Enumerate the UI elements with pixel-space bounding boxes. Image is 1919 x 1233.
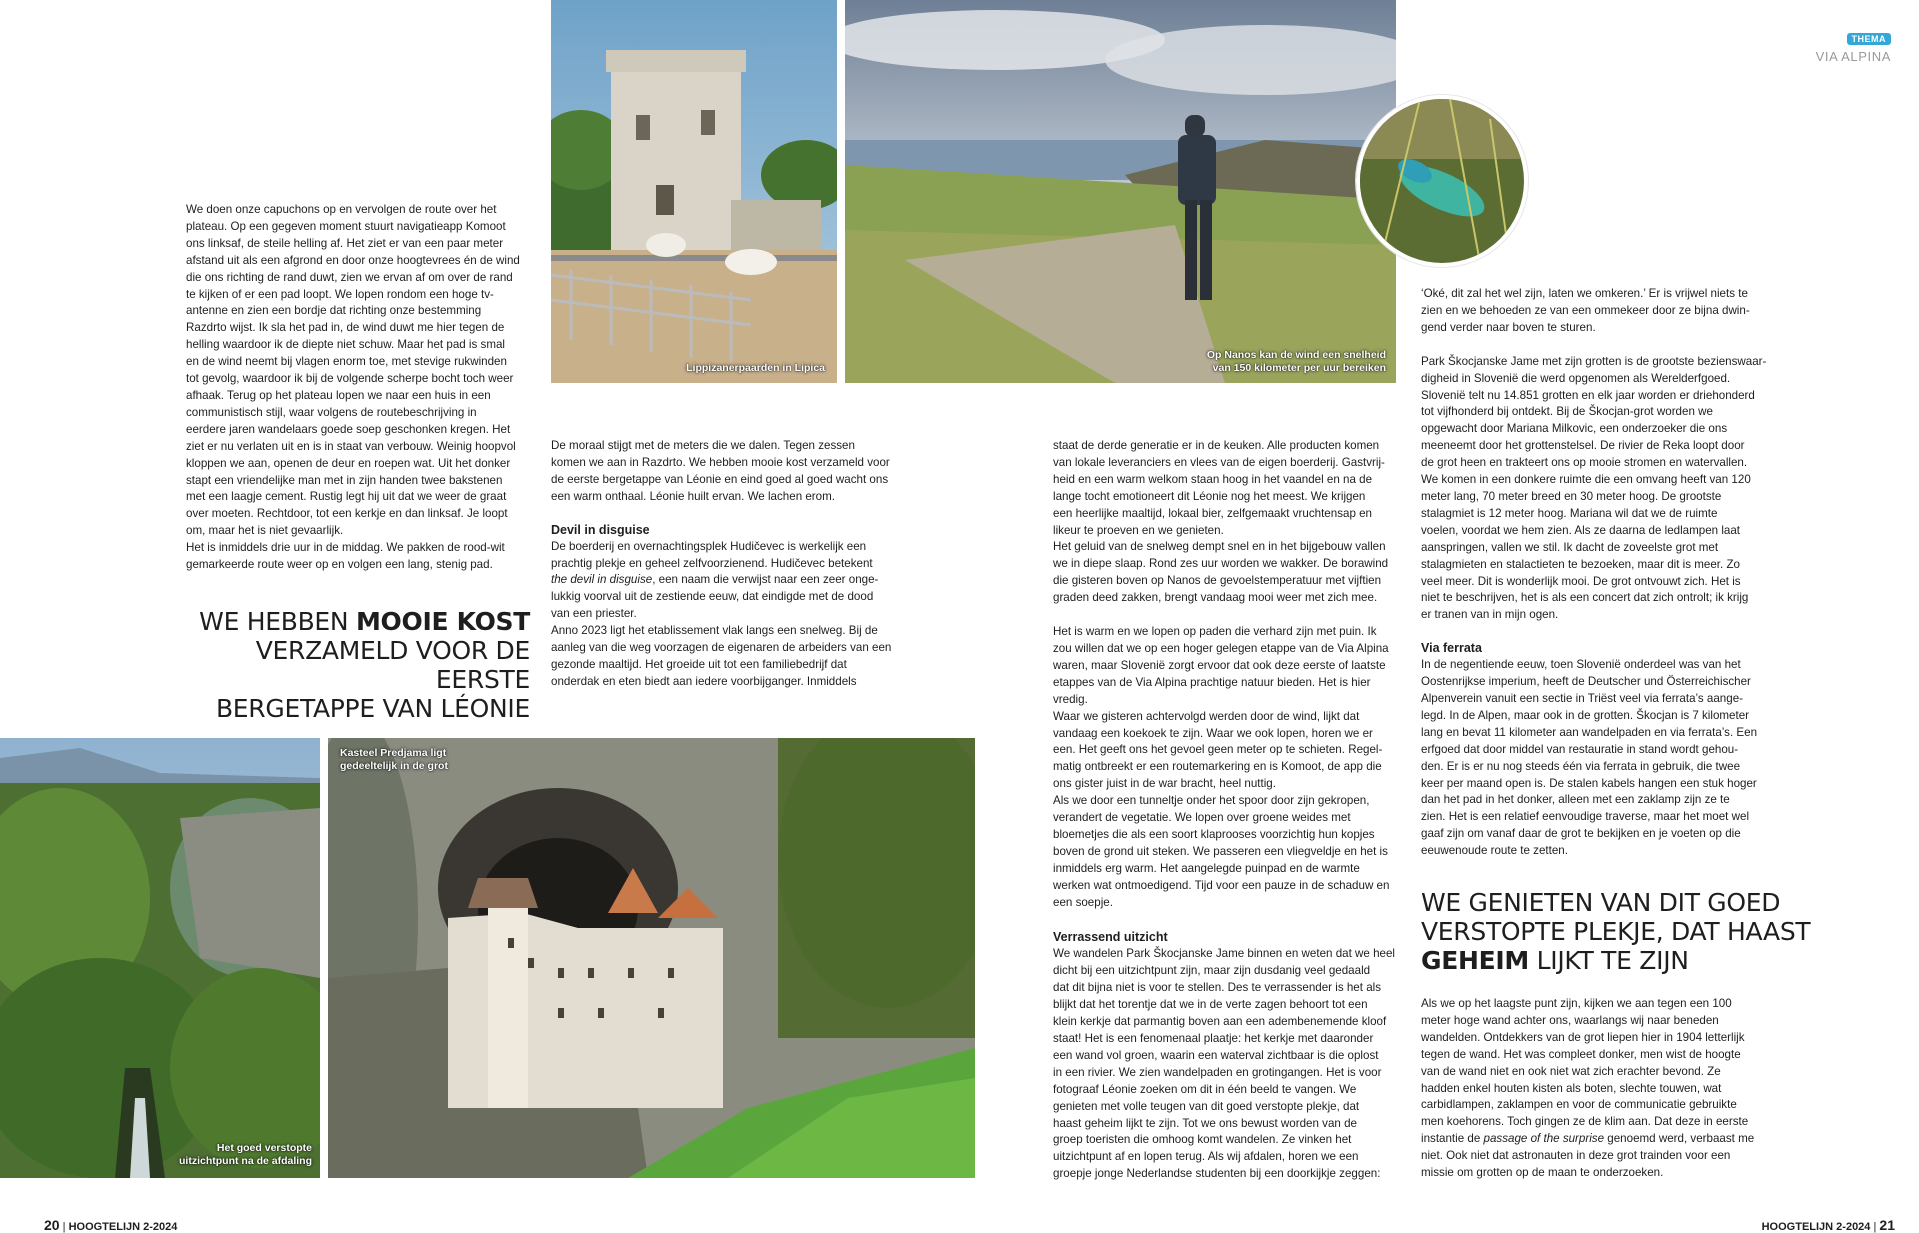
rmid-p4: Waar we gisteren achtervolgd werden door de wind, lijkt dat vandaag een koekoek te zijn. Waar we ook lopen, horen we er een. Het geeft ons het gevoel geen meter op te schieten. Regel- matig ontbreekt er een routemarkering en is Komoot, de app die ons gister juist in de war bracht, heel nuttig.: [1053, 709, 1383, 791]
castle-illustration: [328, 738, 975, 1178]
heading-verrassend-uitzicht: Verrassend uitzicht: [1053, 930, 1168, 945]
lizard-circle-photo: [1356, 95, 1528, 267]
quote2-line2: VERSTOPTE PLEKJE, DAT HAAST: [1421, 917, 1811, 946]
right-mid-column: [1053, 438, 1413, 1183]
photo-gorge-viewpoint: [0, 738, 320, 1178]
middle-p3: Anno 2023 ligt het etablissement vlak langs een snelweg. Bij de aanleg van die weg voorzagen de eigenaren de arbeiders van een gezonde maaltijd. Het groeide uit tot een familiebedrijf dat onderdak en eten biedt aan iedere voorbijganger. Inmiddels: [551, 624, 892, 688]
fright-p1: ‘Oké, dit zal het wel zijn, laten we omkeren.’ Er is vrijwel niets te zien en we behoeden ze van een ommekeer door ze bijna dwin- gend verder naar boven te sturen.: [1421, 287, 1750, 334]
rmid-p2: Het geluid van de snelweg dempt snel en in het bijgebouw vallen we in diepe slaap. Rond zes uur worden we wakker. De borawind die gisteren boven op Nanos de gevoelstemperatuur met vijftien graden deed zakken, brengt vandaag mooi weer met zich mee.: [1053, 540, 1389, 605]
thema-badge: THEMA: [1847, 33, 1892, 45]
folio-left: [44, 1217, 177, 1233]
quote1-line2: VERZAMELD VOOR DE EERSTE: [255, 636, 530, 694]
pull-quote-1: [170, 607, 530, 723]
bottom-right-column: [1421, 996, 1791, 1182]
rmid-p6: We wandelen Park Škocjanske Jame binnen en weten dat we heel dicht bij een uitzichtpunt zijn, maar zijn dusdanig veel gedaald dat dit bijna niet is voor te stellen. Des te verrassender is het als blijkt dat het torentje dat we in de verte zagen behoort tot een klein kerkje dat parmantig boven aan een adembenemende kloof staat! Het is een fenomenaal plaatje: het kerkje met daaronder een wand vol groen, waarin een waterval zichtbaar is die oplost in een rivier. We zien wandelpaden en grotingangen. Het is voor fotograaf Léonie zoeken om dit in één beeld te vangen. We genieten met volle teugen van dit goed verstopte plekje, dat haast geheim lijkt te zijn. Tot we ons bewust worden van de groep toeristen die omhoog komt wandelen. Ze vinken het uitzichtpunt af en lopen terug. Als wij afdalen, horen we een groepje jonge Nederlandse studenten bij een doorkijkje zeggen:: [1053, 947, 1396, 1181]
heading-devil-in-disguise: Devil in disguise: [551, 522, 650, 537]
middle-p2-b: , een naam die verwijst naar een zeer onge- lukkig voorval uit de zestiende eeuw, dat eindigde met de dood van een priester.: [551, 573, 879, 621]
hiker-illustration: [845, 0, 1396, 383]
middle-p2: [551, 539, 921, 624]
left-p2: Het is inmiddels drie uur in de middag. We pakken de rood-wit gemarkeerde route weer op en volgen een lang, stenig pad.: [186, 541, 505, 572]
photo-tower-horses: [551, 0, 837, 383]
far-right-column: [1421, 286, 1791, 860]
photo-predjama-castle: [328, 738, 975, 1178]
bright-p1-a: Als we op het laagste punt zijn, kijken we aan tegen een 100 meter hoge wand achter ons, waarlangs wij naar beneden wandelden. Ontdekkers van de grot liepen hier in 1904 letterlijk tegen de wand. Het was compleet donker, men wist de hoogte van de wand niet en ook niet wat zich erachter bevond. Ze hadden enkel houten kisten als boten, slechte touwen, wat carbidlampen, zaklampen en voor de communicatie gebruikte men koehorens. Toch gingen ze de klim aan. Dat deze in eerste instantie de: [1421, 997, 1749, 1146]
quote1-bold: MOOIE KOST: [355, 607, 530, 636]
quote1-line3: BERGETAPPE VAN LÉONIE: [215, 694, 530, 723]
middle-p1: De moraal stijgt met de meters die we dalen. Tegen zessen komen we aan in Razdrto. We hebben mooie kost verzameld voor de eerste bergetappe van Léonie en eind goed al goed wacht ons een warm onthaal. Léonie huilt ervan. We lachen erom.: [551, 439, 890, 503]
left-column: [186, 202, 546, 574]
bright-p1: [1421, 996, 1791, 1182]
heading-via-ferrata: Via ferrata: [1421, 641, 1482, 656]
photo-castle-caption: Kasteel Predjama ligt gedeeltelijk in de grot: [340, 747, 448, 772]
tower-illustration: [551, 0, 837, 383]
page-number-left: 20: [44, 1217, 60, 1233]
gorge-illustration: [0, 738, 320, 1178]
folio-left-pub: HOOGTELIJN 2-2024: [68, 1221, 178, 1233]
bright-p1-em: passage of the surprise: [1483, 1132, 1605, 1146]
section-title: VIA ALPINA: [1815, 49, 1891, 64]
middle-column: [551, 438, 921, 691]
quote1-pre: WE HEBBEN: [199, 607, 356, 636]
middle-p2-a: De boerderij en overnachtingsplek Hudičevec is werkelijk een prachtig plekje en geheel zelfvoorzienend. Hudičevec betekent: [551, 539, 873, 570]
rmid-p5: Als we door een tunneltje onder het spoor door zijn gekropen, verandert de vegetatie. We lopen over groene weides met bloemetjes die als een soort klaprooses voorzichtig hun kopjes boven de grond uit steken. We passeren een vliegveldje en het is inmiddels erg warm. Het aangelegde puinpad en de warmte werken wat ontmoedigend. Tijd voor een pauze in de schaduw en een soepje.: [1053, 794, 1390, 909]
quote2-line1: WE GENIETEN VAN DIT GOED: [1421, 888, 1781, 917]
folio-right: [1762, 1217, 1895, 1233]
lizard-illustration: [1360, 99, 1524, 263]
bright-p1-b: genoemd werd, verbaast me niet. Ook niet dat astronauten in deze grot trainden voor een missie om grotten op de maan te onderzoeken.: [1421, 1132, 1755, 1180]
folio-right-pub: HOOGTELIJN 2-2024: [1761, 1221, 1871, 1233]
quote2-bold: GEHEIM: [1421, 946, 1529, 975]
middle-p2-em: the devil in disguise: [551, 573, 653, 587]
folio-right-sep: |: [1873, 1221, 1877, 1233]
quote2-post: LIJKT TE ZIJN: [1528, 946, 1689, 975]
photo-tower-caption: Lippizanerpaarden in Lipica: [686, 362, 825, 374]
fright-p2: Park Škocjanske Jame met zijn grotten is de grootste bezienswaar- digheid in Slovenië die werd opgenomen als Werelderfgoed. Slovenië telt nu 14.851 grotten en elk jaar worden er driehonderd tot vijfhonderd bij ontdekt. Bij de Škocjan-grot worden we opgewacht door Mariana Milkovic, een onderzoeker die ons meeneemt door het grottenstelsel. De rivier de Reka loopt door de grot heen en trakteert ons op mooie stromen en watervallen. We komen in een donkere ruimte die een omvang heeft van 120 meter lang, 70 meter breed en 30 meter hoog. De grootste stalagmiet is 12 meter hoog. Mariana wil dat we de ruimte voelen, voordat we hem zien. Als ze daarna de ledlampen laat aanspringen, vallen we stil. Ik dacht de zoveelste grot met stalagmieten en stalactieten te bezoeken, maar dit is meer. Zo veel meer. Dit is wonderlijk mooi. De grot ontvouwt zich. Het is niet te beschrijven, het is als een concert dat zich ontrolt; ik krijg er tranen van in mijn ogen.: [1421, 354, 1767, 622]
fright-p3: In de negentiende eeuw, toen Slovenië onderdeel was van het Oostenrijkse imperium, heeft de Deutscher und Österreichischer Alpenverein vanuit een sectie in Triëst veel via ferrata’s aange- legd. In de Alpen, maar ook in de grotten. Škocjan is 7 kilometer lang en bevat 11 kilometer aan wandelpaden en via ferrata’s. Een erfgoed dat door middel van restauratie in stand wordt gehou- den. Er is er nu nog steeds één via ferrata in gebruik, die twee keer per maand open is. De stalen kabels hangen een stuk hoger dan het pad in het donker, alleen met een zaklamp zijn ze te zien. Het is een relatief eenvoudige traverse, maar het moet wel gaaf zijn om vanaf daar de grot te bekijken en je voeten op die eeuwenoude route te zetten.: [1421, 658, 1758, 858]
rmid-p1: staat de derde generatie er in de keuken. Alle producten komen van lokale leveranciers en vlees van de eigen boerderij. Gastvrij- heid en een warm welkom staan hoog in het vaandel en na de lange tocht emotioneert dit Léonie nog het meest. We krijgen een heerlijke maaltijd, lokaal bier, zelfgemaakt vruchtensap en likeur te proeven en we genieten.: [1053, 439, 1385, 537]
photo-hiker-nanos: [845, 0, 1396, 383]
pull-quote-2: [1421, 888, 1861, 975]
photo-hiker-caption: Op Nanos kan de wind een snelheid van 150 kilometer per uur bereiken: [1206, 349, 1386, 374]
page-number-right: 21: [1879, 1217, 1895, 1233]
left-p1: We doen onze capuchons op en vervolgen de route over het plateau. Op een gegeven moment stuurt navigatieapp Komoot ons linksaf, de steile helling af. Het ziet er van een paar meter afstand uit als een afgrond en door onze hoogtevrees én de wind die ons richting de rand duwt, zien we ervan af om over de rand te kijken of er een pad loopt. We lopen rondom een hoge tv- antenne en zien een bordje dat richting onze bestemming Razdrto wijst. Ik sla het pad in, de wind duwt me hier tegen de helling waardoor ik de diepte niet schuw. Maar het pad is smal en de wind neemt bij vlagen enorm toe, met stevige rukwinden tot gevolg, waardoor ik bij de volgende scherpe bocht toch weer afhaak. Terug op het plateau lopen we naar een huis in een communistisch stijl, waar volgens de routebeschrijving in eerdere jaren wandelaars goede soep geschonken kregen. Het ziet er nu verlaten uit en is in staat van verbouw. Weinig hoopvol kloppen we aan, openen de deur en roepen wat. Uit het donker stapt een vriendelijke man met in zijn handen twee bakstenen met een laagje cement. Rustig legt hij uit dat we weer de graat over moeten. Rechtdoor, tot een kerkje en dan linksaf. Je loopt om, maar het is niet gevaarlijk.: [186, 203, 520, 538]
photo-gorge-caption: Het goed verstopte uitzichtpunt na de afdaling: [179, 1142, 312, 1167]
rmid-p3: Het is warm en we lopen op paden die verhard zijn met puin. Ik zou willen dat we op een hoger gelegen etappe van de Via Alpina waren, maar Slovenië zorgt ervoor dat ook deze eerste of laatste etappes van de Via Alpina prachtige natuur bieden. Het is hier vredig.: [1053, 625, 1389, 706]
folio-left-sep: |: [62, 1221, 66, 1233]
